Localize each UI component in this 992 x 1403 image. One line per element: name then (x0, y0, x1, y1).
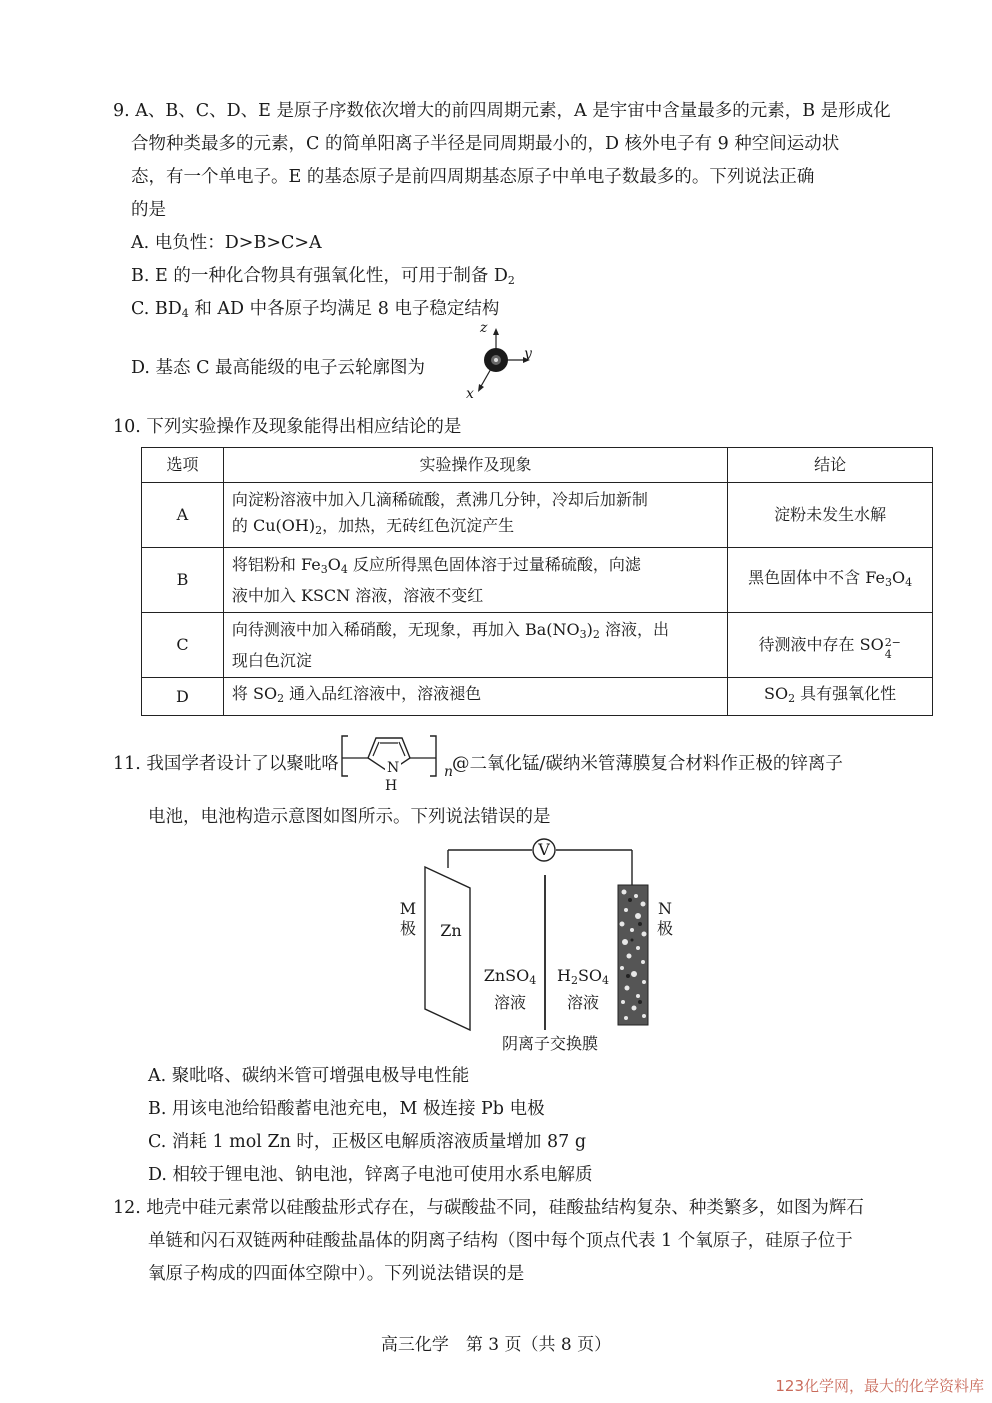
row-d-operation: 将 $SO_2$ 通入品红溶液中，溶液褪色 (223, 678, 727, 716)
n-electrode-label-1: N (658, 899, 672, 918)
page-footer: 高三化学 第 3 页（共 8 页） (380, 1335, 612, 1355)
axis-y-label: y (524, 346, 532, 362)
table-row (142, 678, 933, 716)
row-c-operation: 向待测液中加入稀硝酸，无现象，再加入 $Ba(NO_3)_2$ 溶液，出 现白色沉淀 (223, 613, 727, 678)
header-option: 选项 (142, 448, 224, 483)
q11-stem-suffix: @二氧化锰/碳纳米管薄膜复合材料作正极的锌离子 (452, 754, 843, 774)
experiment-table (141, 447, 933, 716)
q10-stem: 10. 下列实验操作及现象能得出相应结论的是 (113, 417, 462, 437)
row-d-option: D (142, 678, 224, 716)
q9-option-c: C. $BD_4$ 和 AD 中各原子均满足 8 电子稳定结构 (131, 299, 500, 320)
table-row (142, 613, 933, 678)
row-a-option: A (142, 483, 224, 548)
polymer-n-subscript: n (444, 764, 454, 780)
row-d-conclusion: $SO_2$ 具有强氧化性 (728, 678, 933, 716)
q11-option-a: A. 聚吡咯、碳纳米管可增强电极导电性能 (148, 1066, 470, 1086)
pyrrole-n-label: N (387, 760, 400, 776)
q12-stem-line3: 氧原子构成的四面体空隙中）。下列说法错误的是 (148, 1264, 525, 1284)
row-c-option: C (142, 613, 224, 678)
row-c-conclusion: 待测液中存在 SO 2− 4 (728, 613, 933, 678)
left-solution-label: ZnSO$_4$ 溶液 (483, 966, 537, 1012)
q9-option-d: D. 基态 C 最高能级的电子云轮廓图为 (131, 358, 426, 378)
q11-option-b: B. 用该电池给铅酸蓄电池充电，M 极连接 Pb 电极 (148, 1099, 545, 1119)
voltmeter-label: V (538, 840, 550, 859)
n-electrode-label-2: 极 (656, 919, 673, 938)
q9-stem-line4: 的是 (131, 200, 166, 220)
q11-option-c: C. 消耗 1 mol Zn 时，正极区电解质溶液质量增加 87 g (148, 1132, 587, 1152)
m-electrode-label-2: 极 (399, 919, 416, 938)
q9-stem-line1: 9. A、B、C、D、E 是原子序数依次增大的前四周期元素，A 是宇宙中含量最多的元素，B 是形成化 (113, 101, 891, 121)
row-a-operation: 向淀粉溶液中加入几滴稀硫酸，煮沸几分钟，冷却后加新制 的 $Cu(OH)_2$，加热，无砖红色沉淀产生 (223, 483, 727, 548)
membrane-label: 阴离子交换膜 (501, 1034, 598, 1053)
m-electrode-label-1: M (399, 899, 417, 918)
header-conclusion: 结论 (728, 448, 933, 483)
watermark: 123化学网，最大的化学资料库 (775, 1377, 984, 1395)
q11-stem-line2: 电池，电池构造示意图如图所示。下列说法错误的是 (148, 807, 551, 827)
q9-option-b: B. E 的一种化合物具有强氧化性，可用于制备 $D_2$ (131, 266, 515, 287)
right-solution-label: $H_2SO_4$ 溶液 (556, 966, 610, 1012)
row-a-conclusion: 淀粉未发生水解 (728, 483, 933, 548)
q11-option-d: D. 相较于锂电池、钠电池，锌离子电池可使用水系电解质 (148, 1165, 593, 1185)
row-b-operation: 将铝粉和 $Fe_3O_4$ 反应所得黑色固体溶于过量稀硫酸，向滤 液中加入 KSCN 溶液，溶液不变红 (223, 548, 727, 613)
header-operation: 实验操作及现象 (223, 448, 727, 483)
axis-z-label: z (480, 320, 488, 336)
table-row (142, 483, 933, 548)
zn-label: Zn (440, 921, 462, 940)
row-b-option: B (142, 548, 224, 613)
q9-stem-line3: 态，有一个单电子。E 的基态原子是前四周期基态原子中单电子数最多的。下列说法正确 (131, 167, 815, 187)
q9-stem-line2: 合物种类最多的元素，C 的简单阳离子半径是同周期最小的，D 核外电子有 9 种空间运动状 (131, 134, 840, 154)
row-b-conclusion: 黑色固体中不含 $Fe_3O_4$ (728, 548, 933, 613)
q12-stem-line1: 12. 地壳中硅元素常以硅酸盐形式存在，与碳酸盐不同，硅酸盐结构复杂、种类繁多，如图为辉石 (113, 1198, 864, 1218)
table-header-row (142, 448, 933, 483)
axis-x-label: x (466, 386, 474, 402)
table-row (142, 548, 933, 613)
q11-stem-prefix: 11. 我国学者设计了以聚吡咯 (113, 754, 339, 774)
pyrrole-h-label: H (385, 778, 398, 794)
q9-option-a: A. 电负性：D>B>C>A (131, 233, 322, 253)
q12-stem-line2: 单链和闪石双链两种硅酸盐晶体的阴离子结构（图中每个顶点代表 1 个氧原子，硅原子位于 (148, 1231, 853, 1251)
